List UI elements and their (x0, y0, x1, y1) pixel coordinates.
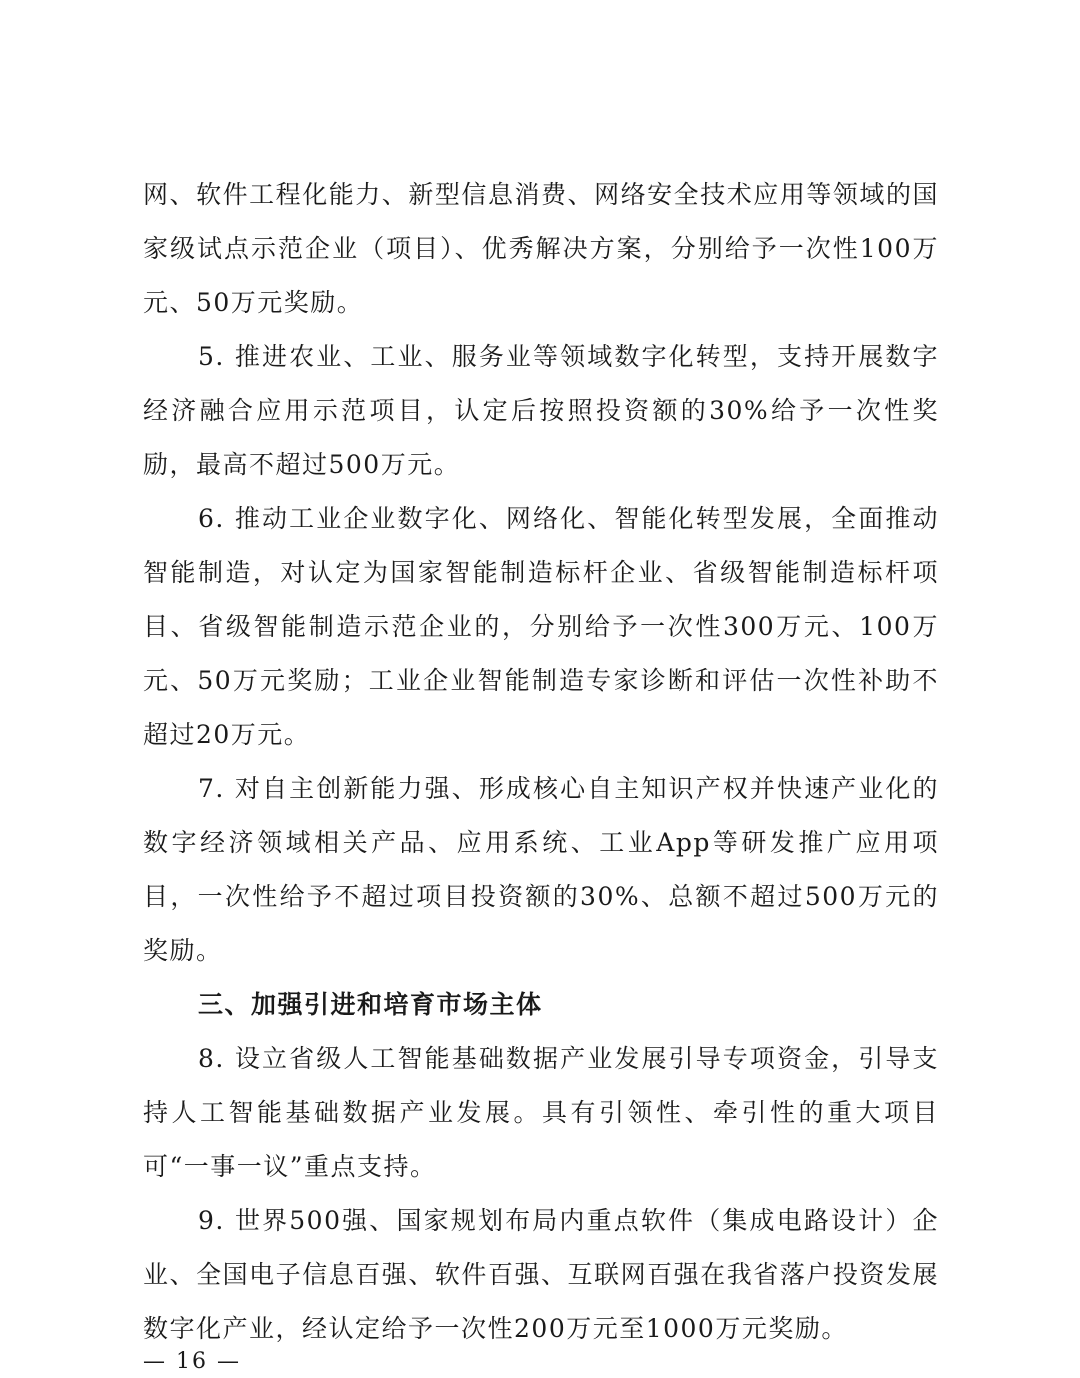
paragraph-item-7: 7. 对自主创新能力强、形成核心自主知识产权并快速产业化的数字经济领域相关产品、应用系统、工业App等研发推广应用项目，一次性给予不超过项目投资额的30%、总额不超过500万元的奖励。 (143, 774, 939, 965)
paragraph-item-8: 8. 设立省级人工智能基础数据产业发展引导专项资金，引导支持人工智能基础数据产业发展。具有引领性、牵引性的重大项目可“一事一议”重点支持。 (143, 1044, 939, 1181)
section-heading: 三、加强引进和培育市场主体 (198, 990, 543, 1019)
document-body (143, 168, 939, 1356)
paragraph-continuation: 网、软件工程化能力、新型信息消费、网络安全技术应用等领域的国家级试点示范企业（项目）、优秀解决方案，分别给予一次性100万元、50万元奖励。 (143, 180, 939, 317)
paragraph-item-9: 9. 世界500强、国家规划布局内重点软件（集成电路设计）企业、全国电子信息百强、软件百强、互联网百强在我省落户投资发展数字化产业，经认定给予一次性200万元至1000万元奖励。 (143, 1206, 939, 1343)
paragraph-item-5: 5. 推进农业、工业、服务业等领域数字化转型，支持开展数字经济融合应用示范项目，认定后按照投资额的30%给予一次性奖励，最高不超过500万元。 (143, 342, 939, 479)
page-number: — 16 — (143, 1349, 241, 1374)
paragraph-item-6: 6. 推动工业企业数字化、网络化、智能化转型发展，全面推动智能制造，对认定为国家智能制造标杆企业、省级智能制造标杆项目、省级智能制造示范企业的，分别给予一次性300万元、100万元、50万元奖励；工业企业智能制造专家诊断和评估一次性补助不超过20万元。 (143, 504, 939, 749)
